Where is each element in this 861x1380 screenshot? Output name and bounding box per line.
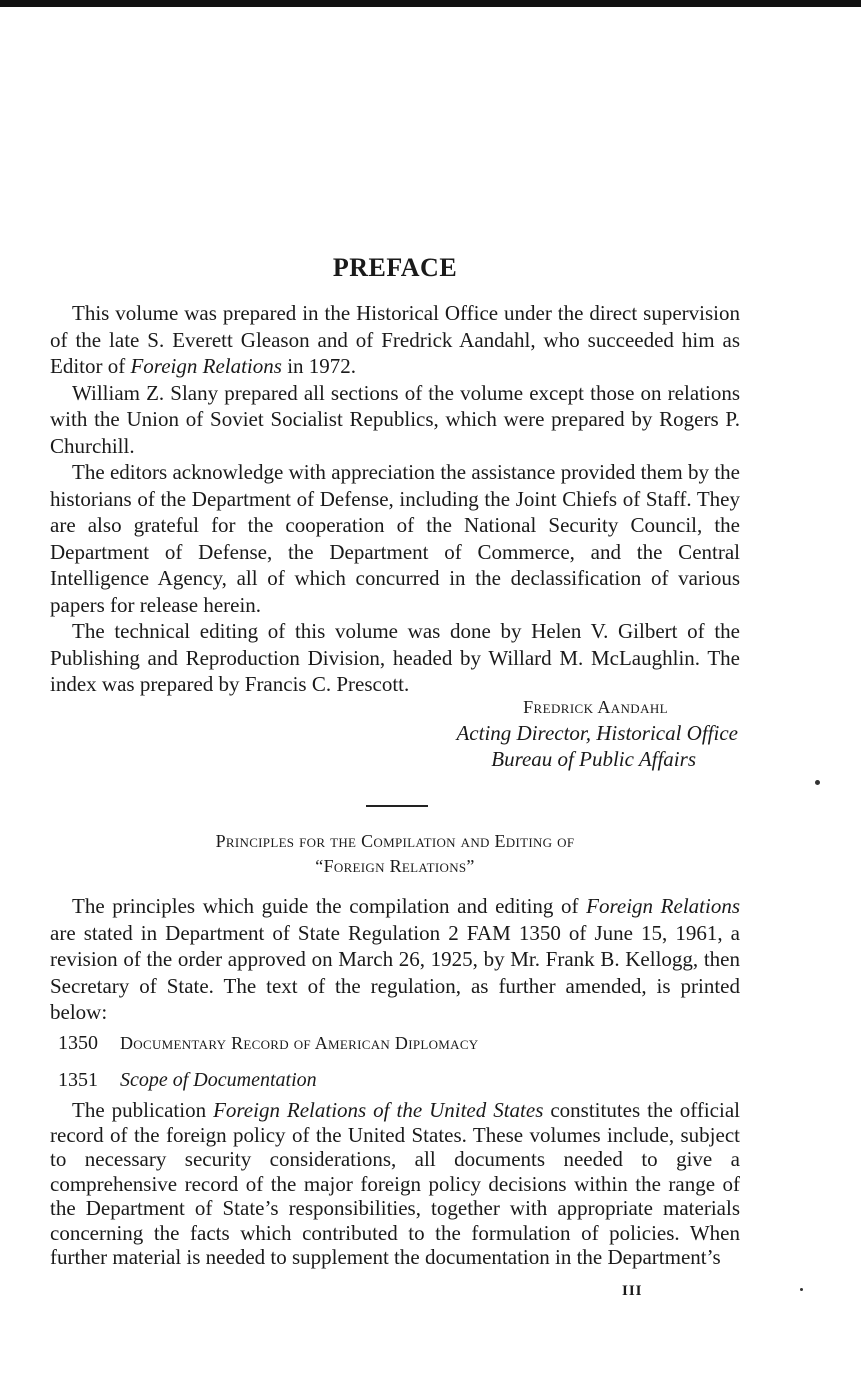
regulation-number: 1350	[58, 1032, 98, 1054]
signature-name: Fredrick Aandahl	[523, 697, 668, 717]
regulation-text: The publication	[72, 1098, 214, 1122]
page-number: III	[622, 1283, 643, 1299]
preface-paragraph-3: The editors acknowledge with appreciation the assistance provided them by the historians of the Department of Defense, including the Joint Chiefs of Staff. They are also grateful for the cooperation of the National Security Council, the Department of Defense, the Department of Commerce, and the Central Intelligence Agency, all of which concurred in the declassification of various papers for release herein.	[50, 460, 740, 617]
print-speck	[800, 1288, 803, 1291]
principles-body	[50, 893, 740, 1026]
regulation-body	[50, 1098, 740, 1270]
principles-text: The principles which guide the compilation and editing of	[72, 894, 587, 918]
preface-p1-text: This volume was prepared in the Historical Office under the direct supervision of the late S. Everett Gleason and of Fredrick Aandahl, who succeeded him as Editor of	[50, 301, 740, 378]
regulation-item-1351	[58, 1067, 317, 1093]
section-divider	[366, 805, 428, 807]
regulation-number: 1351	[58, 1069, 98, 1091]
regulation-item-1350	[58, 1030, 479, 1056]
preface-p1-italic: Foreign Relations	[130, 354, 282, 378]
regulation-tail: constitutes the official record of the foreign policy of the United States. These volumes include, subject to necessary security considerations, all documents needed to give a comprehensive record of the major foreign policy decisions within the range of the Department of State’s responsibilities, together with appropriate materials concerning the facts which contributed to the formulation of policies. When further material is needed to supplement the documentation in the Department’s	[50, 1098, 740, 1269]
signature-title: Acting Director, Historical Office	[456, 721, 738, 745]
regulation-italic: Foreign Relations of the United States	[213, 1098, 544, 1122]
principles-heading-line-2: “Foreign Relations”	[315, 856, 475, 876]
preface-paragraph-2: William Z. Slany prepared all sections of the volume except those on relations with the Union of Soviet Socialist Republics, which were prepared by Rogers P. Churchill.	[50, 380, 740, 458]
page-title: PREFACE	[332, 253, 458, 282]
regulation-heading: Documentary Record of American Diplomacy	[120, 1033, 479, 1053]
signature-block	[50, 694, 740, 772]
principles-paragraph	[50, 893, 740, 1026]
print-speck	[815, 780, 820, 785]
page-top-border	[0, 0, 861, 7]
principles-heading	[50, 829, 740, 879]
regulation-heading: Scope of Documentation	[120, 1069, 317, 1091]
preface-body	[50, 300, 740, 698]
principles-italic: Foreign Relations	[586, 894, 740, 918]
principles-heading-line-1: Principles for the Compilation and Editing of	[215, 831, 575, 851]
regulation-paragraph	[50, 1098, 740, 1270]
principles-tail: are stated in Department of State Regulation 2 FAM 1350 of June 15, 1961, a revision of the order approved on March 26, 1925, by Mr. Frank B. Kellogg, then Secretary of State. The text of the regulation, as further amended, is printed below:	[50, 920, 740, 1024]
preface-p1-tail: in 1972.	[281, 354, 357, 378]
preface-paragraph-1	[50, 300, 740, 380]
signature-bureau: Bureau of Public Affairs	[491, 747, 696, 771]
preface-paragraph-4: The technical editing of this volume was done by Helen V. Gilbert of the Publishing and Reproduction Division, headed by Willard M. McLaughlin. The index was prepared by Francis C. Prescott.	[50, 619, 740, 696]
